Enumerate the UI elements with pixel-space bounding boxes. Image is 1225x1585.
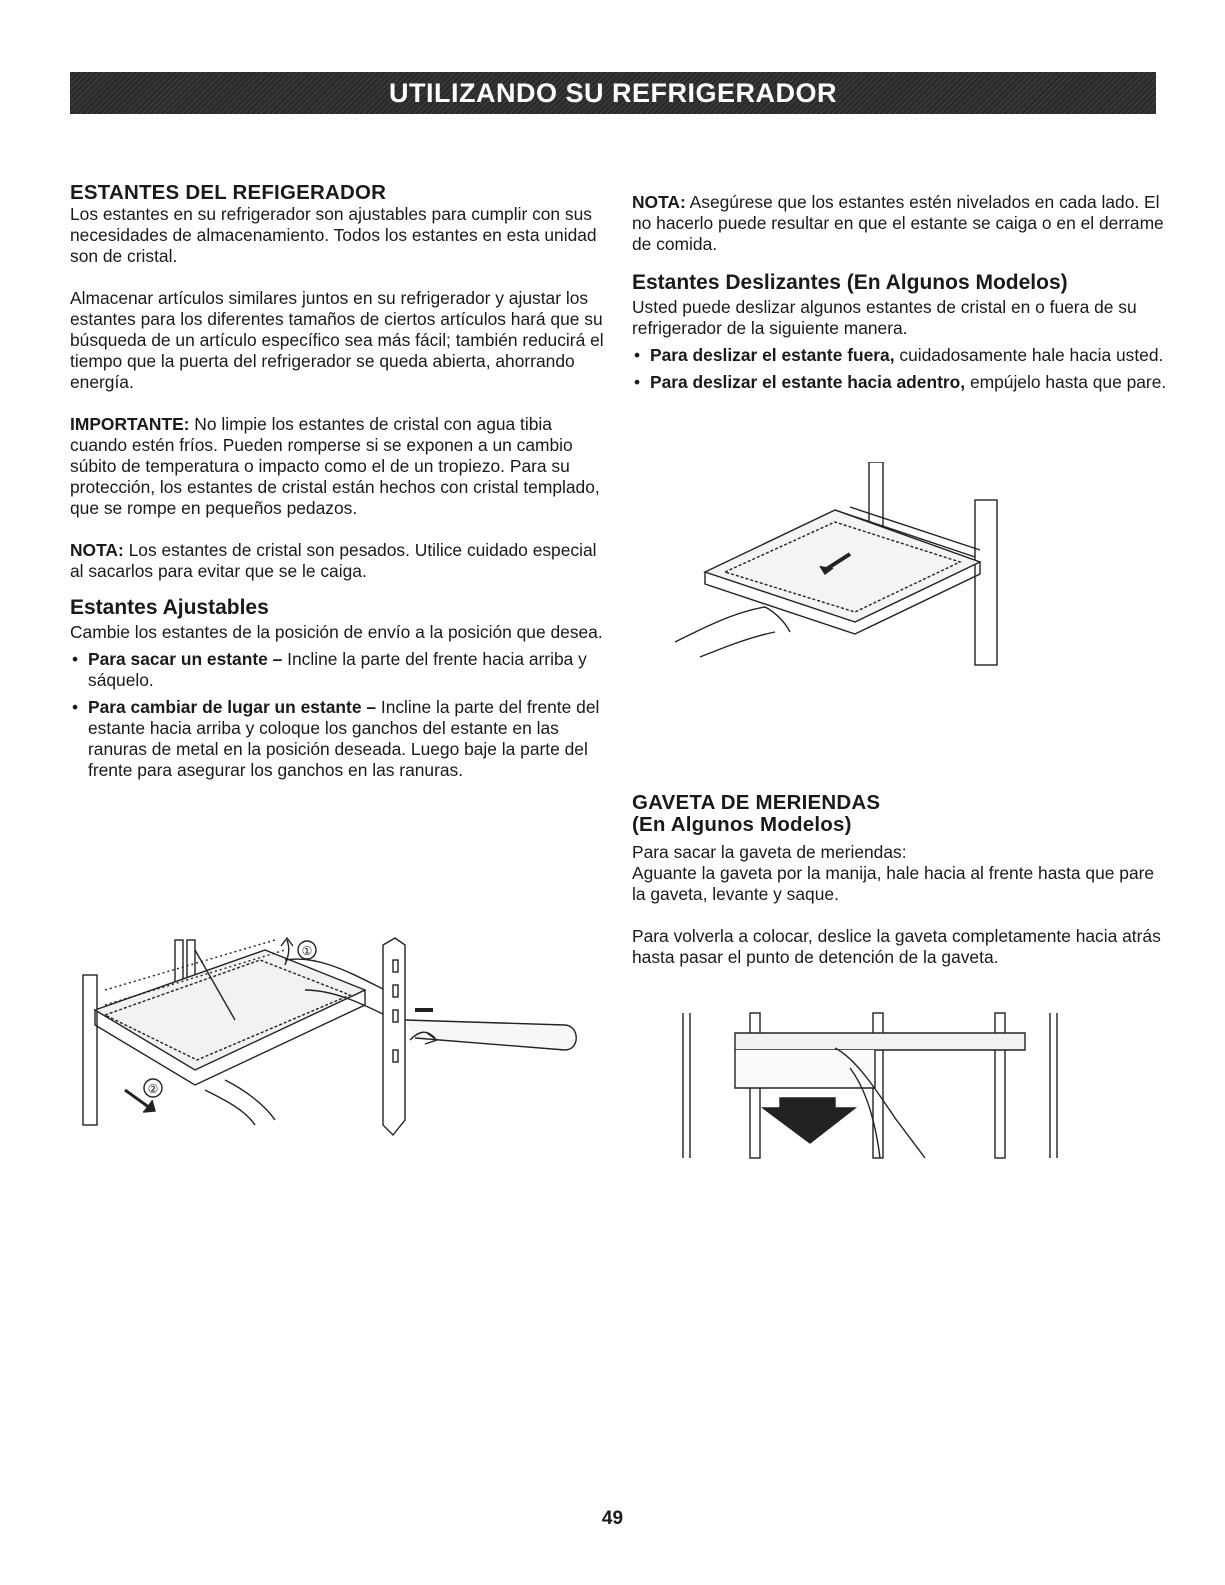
shelves-intro: Los estantes en su refrigerador son ajustables para cumplir con sus necesidades de almacenamiento. Todos los estantes en esta unidad son de cristal. (70, 204, 597, 266)
bullet-text: cuidadosamente hale hacia usted. (894, 345, 1164, 365)
hand (675, 607, 790, 657)
shelf (735, 1033, 1025, 1050)
sliding-bullets (632, 345, 1172, 393)
rail-left (83, 975, 97, 1125)
note-text: Los estantes de cristal son pesados. Utilice cuidado especial al sacarlos para evitar que se le caiga. (70, 540, 597, 581)
shelves-paragraph: Almacenar artículos similares juntos en su refrigerador y ajustar los estantes para los diferentes tamaños de ciertos artículos hará que su búsqueda de un artículo específico sea más fácil; también reducirá el tiempo que la puerta del refrigerador se queda abierta, ahorrando energía. (70, 288, 604, 392)
bullet-remove-shelf (70, 649, 605, 691)
page-number: 49 (601, 1508, 624, 1529)
bullet-slide-in (632, 372, 1172, 393)
snack-remove-instructions: Aguante la gaveta por la manija, hale hacia al frente hasta que pare la gaveta, levante y saque. (632, 863, 1155, 904)
bullet-text: Incline la parte del frente del estante hacia arriba y coloque los ganchos del estante en las ranuras de metal en la posición deseada. Luego baje la parte del frente para asegurar los ganchos en las ranuras. (88, 697, 600, 780)
bullet-bold: Para deslizar el estante hacia adentro, (650, 372, 966, 392)
pull-arrow-icon (763, 1098, 855, 1143)
important-label: IMPORTANTE: (70, 414, 190, 434)
rail-right (975, 500, 997, 665)
sliding-shelves-title: Estantes Deslizantes (En Algunos Modelos) (632, 271, 1068, 294)
bullet-bold: Para deslizar el estante fuera, (650, 345, 895, 365)
page-header-title: UTILIZANDO SU REFRIGERADOR (389, 77, 837, 108)
snack-drawer-title: GAVETA DE MERIENDAS (632, 791, 881, 814)
snack-drawer-subtitle: (En Algunos Modelos) (632, 813, 852, 836)
snack-drawer-illustration (675, 1008, 1065, 1163)
sliding-intro: Usted puede deslizar algunos estantes de cristal en o fuera de su refrigerador de la siguiente manera. (632, 297, 1137, 338)
shelf-bracket (383, 938, 405, 1135)
adjustable-shelves-title: Estantes Ajustables (70, 596, 269, 619)
section-title-shelves: ESTANTES DEL REFIGERADOR (70, 181, 387, 204)
bullet-text: Incline la parte del frente hacia arriba y sáquelo. (88, 649, 587, 690)
bullet-slide-out (632, 345, 1172, 366)
bullet-bold: Para sacar un estante – (88, 649, 283, 669)
note-text: Asegúrese que los estantes estén nivelados en cada lado. El no hacerlo puede resultar en que el estante se caiga o en el derrame de comida. (632, 192, 1164, 254)
bullet-move-shelf (70, 697, 605, 781)
note-label: NOTA: (632, 192, 686, 212)
adjustable-intro: Cambie los estantes de la posición de envío a la posición que desea. (70, 622, 603, 642)
adjustable-bullets (70, 649, 605, 781)
glass-shelf (705, 510, 980, 622)
important-text: No limpie los estantes de cristal con agua tibia cuando estén fríos. Pueden romperse si se exponen a un cambio súbito de temperatura o impacto como el de un tropiezo. Para su protección, los estantes de cristal están hechos con cristal templado, que se rompe en pequeños pedazos. (70, 414, 600, 518)
left-column (70, 182, 605, 787)
page-header-banner (70, 72, 1156, 114)
hand-lower (205, 1080, 275, 1125)
weight-note (70, 540, 605, 582)
marker-one: ① (301, 944, 313, 958)
important-note (70, 414, 605, 519)
bullet-bold: Para cambiar de lugar un estante – (88, 697, 377, 717)
marker-two: ② (147, 1082, 159, 1096)
level-note (632, 192, 1172, 255)
shelf-removal-illustration (75, 930, 595, 1140)
snack-drawer (735, 1050, 875, 1088)
snack-remove-line1: Para sacar la gaveta de meriendas: (632, 842, 907, 862)
right-column (632, 192, 1172, 399)
sliding-shelf-illustration (675, 462, 1015, 667)
bullet-text: empújelo hasta que pare. (965, 372, 1167, 392)
snack-drawer-section (632, 792, 1172, 989)
snack-replace-instructions: Para volverla a colocar, deslice la gaveta completamente hacia atrás hasta pasar el punto de detención de la gaveta. (632, 926, 1161, 967)
note-label: NOTA: (70, 540, 124, 560)
